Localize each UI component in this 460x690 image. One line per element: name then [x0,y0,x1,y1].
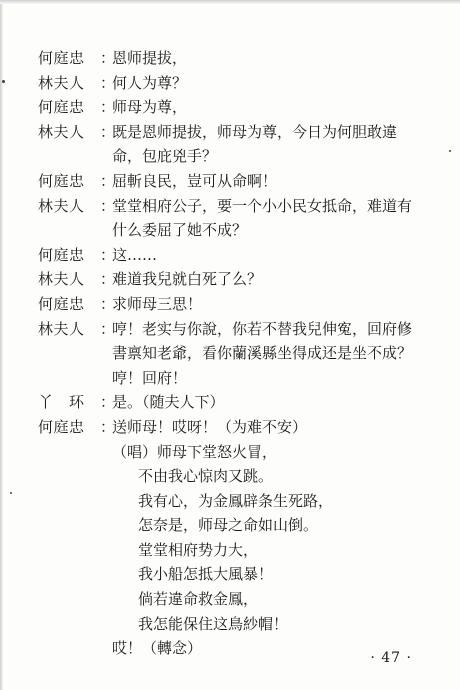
dialogue-line: 林夫人 ： 何人为尊？ [38,71,438,96]
speaker-name: 何庭忠 [38,98,85,117]
speaker-name: 何庭忠 [38,294,85,313]
song-text: 不由我心惊肉又跳。 [138,467,274,486]
line-text: 是。（随夫人下） [112,393,225,412]
song-text: 怎奈是，师母之命如山倒。 [138,516,319,535]
dialogue-line: 何庭忠 ： 恩师提拔， [38,46,438,71]
song-line [38,489,438,514]
song-line [38,612,438,637]
speaker-name: 何庭忠 [38,417,85,436]
song-text: （唱）师母下堂怒火冒， [112,442,278,461]
speaker-name: 丫 环 [38,393,85,412]
dialogue-line: 林夫人 ： 堂堂相府公子，要一个小小民女抵命，难道有 [38,194,438,219]
song-line [38,513,438,538]
line-text: 既是恩师提拔，师母为尊，今日为何胆敢違 [112,122,398,141]
line-text: 何人为尊？ [112,73,188,92]
print-speck [2,80,5,83]
dialogue-line: 何庭忠 ： 送师母！哎呀！（为难不安） [38,415,438,440]
speaker-name: 林夫人 [38,122,85,141]
dialogue-continuation [38,366,438,391]
page-number: · 47 · [370,650,412,666]
line-text: 哎！（轉念） [112,639,203,658]
speaker-name: 林夫人 [38,196,85,215]
song-line [38,587,438,612]
script-body [38,46,438,661]
speaker-name: 何庭忠 [38,245,85,264]
print-speck [10,492,12,494]
line-text: 难道我兒就白死了么？ [112,270,263,289]
line-text: 哼！回府！ [112,368,188,387]
dialogue-line: 何庭忠 ： 求师母三思！ [38,292,438,317]
dialogue-line: 丫 环 ： 是。（随夫人下） [38,390,438,415]
line-text: 堂堂相府公子，要一个小小民女抵命，难道有 [112,196,413,215]
line-text: 書禀知老爺，看你蘭溪縣坐得成还是坐不成？ [112,344,413,363]
line-text: 屈斬良民，豈可从命啊！ [112,171,278,190]
dialogue-line: 何庭忠 ： 师母为尊， [38,95,438,120]
dialogue-continuation [38,144,438,169]
line-text: 恩师提拔， [112,49,188,67]
dialogue-line: 何庭忠 ： 这…… [38,243,438,268]
song-text: 我有心，为金鳳辟条生死路， [138,491,334,510]
dialogue-line: 林夫人 ： 既是恩师提拔，师母为尊，今日为何胆敢違 [38,120,438,145]
song-text: 我怎能保住这鳥紗帽！ [138,614,289,633]
line-text: 什么委屈了她不成？ [112,221,248,240]
speaker-name: 何庭忠 [38,49,85,67]
line-text: 求师母三思！ [112,294,203,313]
speaker-name: 何庭忠 [38,171,85,190]
song-text: 我小船怎抵大風暴！ [138,565,274,584]
speaker-name: 林夫人 [38,319,85,338]
print-speck [449,150,451,152]
line-text: 师母为尊， [112,98,188,117]
song-text: 倘若違命救金鳳， [138,590,259,609]
dialogue-continuation [38,341,438,366]
dialogue-continuation [38,218,438,243]
line-text: 送师母！哎呀！（为难不安） [112,417,308,436]
speaker-name: 林夫人 [38,270,85,289]
speaker-name: 林夫人 [38,73,85,92]
line-text: 这…… [112,245,158,264]
dialogue-line: 林夫人 ： 难道我兒就白死了么？ [38,267,438,292]
dialogue-line: 林夫人 ： 哼！老实与你說，你若不替我兒伸寃，回府修 [38,317,438,342]
page-left-edge [0,0,3,690]
song-line [38,464,438,489]
line-text: 哼！老实与你說，你若不替我兒伸寃，回府修 [112,319,413,338]
song-text: 堂堂相府势力大， [138,540,259,559]
song-line [38,562,438,587]
line-text: 命，包庇兇手？ [112,147,218,166]
song-line [38,538,438,563]
page-top-edge [0,0,460,4]
song-line [38,440,438,465]
dialogue-line: 何庭忠 ： 屈斬良民，豈可从命啊！ [38,169,438,194]
